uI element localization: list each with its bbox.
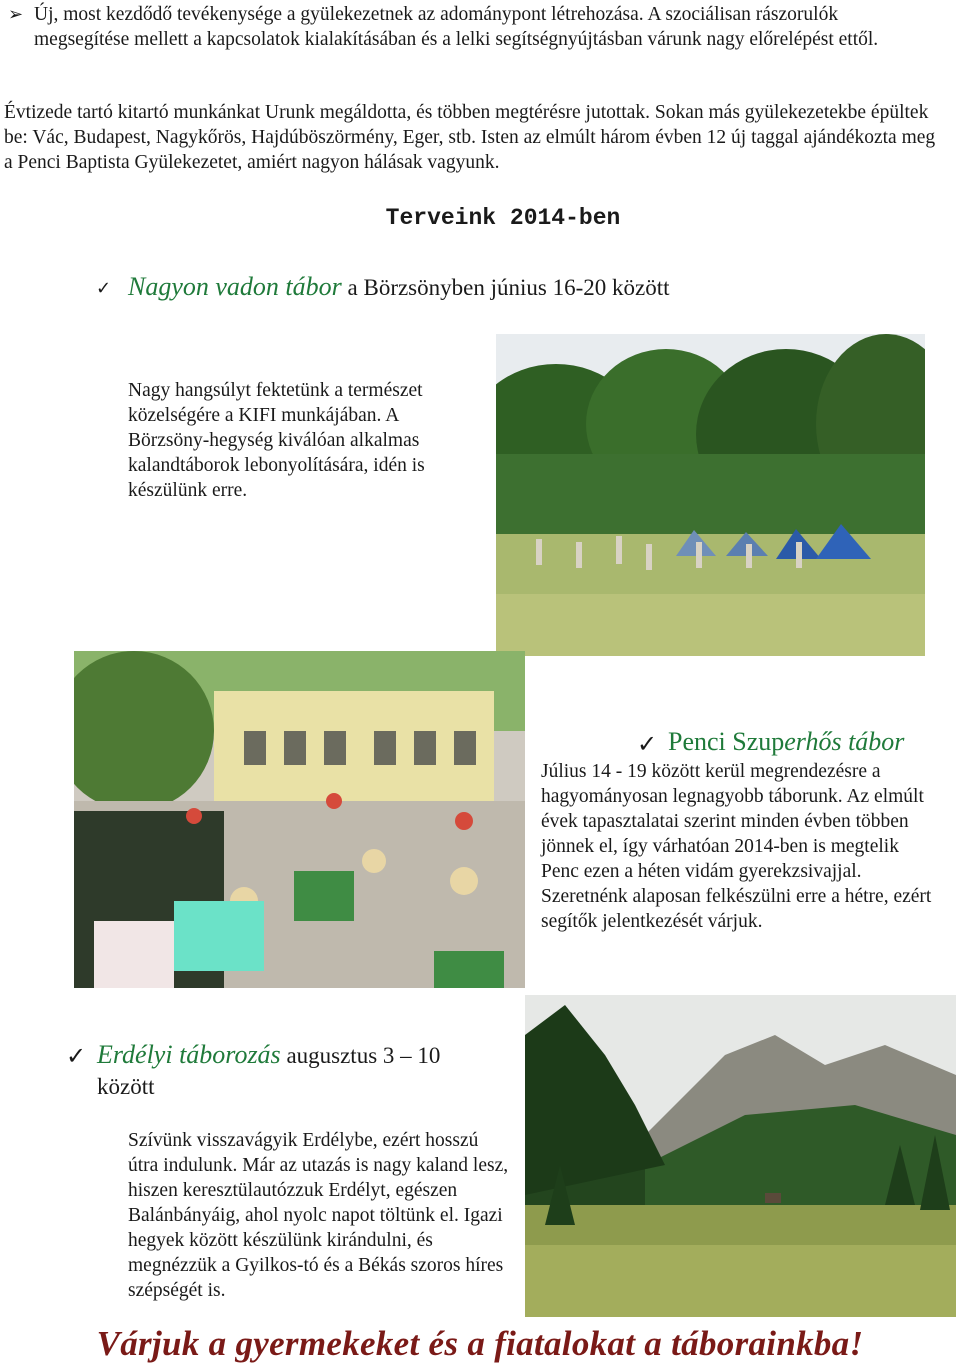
checkmark-icon: ✓: [96, 278, 112, 298]
checkmark-icon: ✓: [66, 1043, 87, 1070]
camp3-title: Erdélyi táborozás: [97, 1040, 281, 1069]
camp2-description-2: Szeretnénk alaposan felkészülni erre a hétre, ezért segítők jelentkezését várjuk.: [541, 886, 932, 932]
camp1-photo-meadow-tents: [496, 334, 925, 656]
camp3-photo-mountain-valley: [525, 995, 956, 1317]
arrow-bullet-icon: ➢: [8, 4, 24, 24]
camp2-title-upright: Penci Szup: [668, 727, 785, 756]
checkmark-icon: ✓: [637, 731, 658, 758]
intro-paragraph: Évtizede tartó kitartó munkánkat Urunk megáldotta, és többen megtérésre jutottak. Sokan más gyülekezetekbe épültek be: Vác, Budapest, Nagykőrös, Hajdúböszörmény, Eger, stb. Isten az elmúlt három évben 12 új taggal ajándékozta meg a Penci Baptista Gyülekezetet, amiért nagyon hálásak vagyunk.: [4, 102, 936, 173]
footer-banner: Várjuk a gyermekeket és a fiatalokat a táborainkba!: [96, 1324, 864, 1363]
plans-heading: Terveink 2014-ben: [385, 205, 621, 231]
camp1-subtitle: a Börzsönyben június 16-20 között: [341, 275, 670, 300]
camp2-title-italic: erhős tábor: [784, 727, 905, 756]
camp1-heading: [128, 272, 669, 302]
camp2-description-1: Július 14 - 19 között kerül megrendezésre a hagyományosan legnagyobb táborunk. Az elmúlt évek tapasztalatai szerint minden évben többen jönnek el, így várhatóan 2014-ben is megtelik Penc ezen a héten vidám gyerekzsivajjal.: [541, 761, 924, 882]
camp1-title: Nagyon vadon tábor: [128, 272, 342, 301]
camp3-heading: [97, 1040, 497, 1102]
camp2-photo-group-circle: [74, 651, 525, 988]
intro-bullet: [8, 2, 938, 52]
camp2-description: [541, 759, 936, 934]
intro-bullet-text: Új, most kezdődő tevékenysége a gyülekezetnek az adománypont létrehozása. A szociálisan rászorulók megsegítése mellett a kapcsolatok kialakításában és a lelki segítségnyújtásban várunk nagy előrelépést ettől.: [34, 4, 879, 50]
camp2-heading: [668, 727, 904, 757]
camp3-subtitle: augusztus 3 – 10 között: [97, 1043, 441, 1099]
camp3-description: Szívünk visszavágyik Erdélybe, ezért hosszú útra indulunk. Már az utazás is nagy kaland lesz, hiszen keresztülautózzuk Erdélyt, egészen Balánbányáig, ahol nyolc napot töltünk el. Igazi hegyek között készülünk kirándulni, és megnézzük a Gyilkos-tó és a Békás szoros híres szépségét is.: [128, 1130, 509, 1301]
camp1-description: Nagy hangsúlyt fektetünk a természet közelségére a KIFI munkájában. A Börzsöny-hegység kiválóan alkalmas kalandtáborok lebonyolítására, idén is készülünk erre.: [128, 380, 425, 501]
